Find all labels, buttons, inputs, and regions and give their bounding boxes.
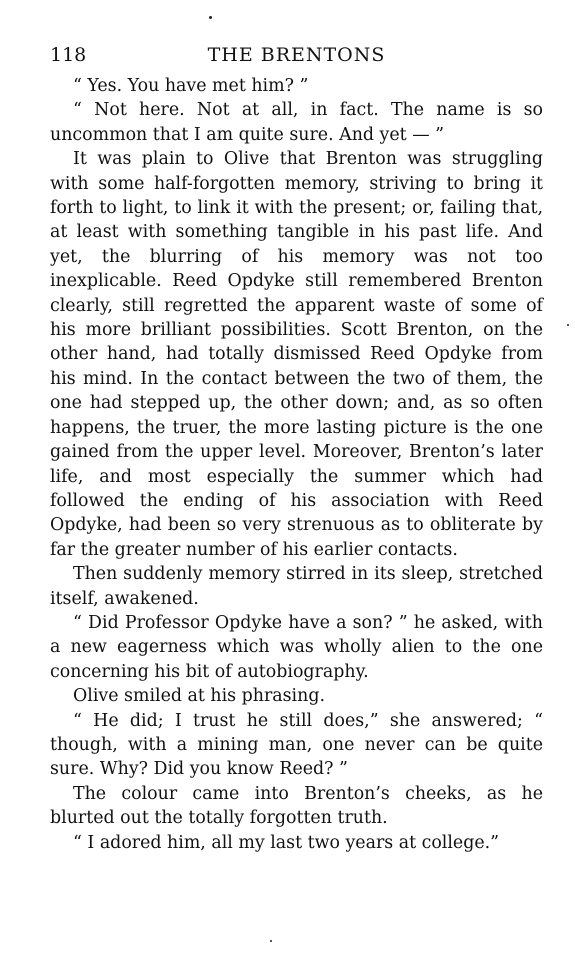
body-text [50,74,543,855]
print-speck [270,940,272,942]
paragraph: “ Yes. You have met him? ” [73,76,309,96]
print-speck [209,16,212,19]
print-speck [567,324,569,326]
running-head [50,40,543,70]
paragraph: The colour came into Brenton’s cheeks, as he blurted out the totally forgotten truth. [50,783,543,829]
paragraph: “ Did Professor Opdyke have a son? ” he asked, with a new eagerness which was wholly alien to the one concerning his bit of autobiography. [50,612,543,682]
paragraph: “ Not here. Not at all, in fact. The name is so uncommon that I am quite sure. And yet — ” [50,100,543,145]
paragraph: “ I adored him, all my last two years at college.” [73,832,500,853]
paragraph: Olive smiled at his phrasing. [73,686,325,707]
paragraph: Then suddenly memory stirred in its sleep, stretched itself, awakened. [50,564,543,609]
page-content [50,40,543,855]
page-number: 118 [50,44,87,66]
running-title: THE BRENTONS [207,44,386,66]
paragraph: It was plain to Olive that Brenton was struggling with some half-forgotten memory, striving to bring it forth to light, to link it with the present; or, failing that, at least with something tangible in his past life. And yet, the blurring of his memory was not too inexplicable. Reed Opdyke still remembered Brenton clearly, still regretted the apparent waste of some of his more brilliant possibilities. Scott Brenton, on the other hand, had totally dismissed Reed Opdyke from his mind. In the contact between the two of them, the one had stepped up, the other down; and, as so often happens, the truer, the more lasting picture is the one gained from the upper level. Moreover, Brenton’s later life, and most especially the summer which had followed the ending of his association with Reed Opdyke, had been so very strenuous as to obliterate by far the greater number of his earlier contacts. [50,149,543,560]
paragraph: “ He did; I trust he still does,” she answered; “ though, with a mining man, one never can be quite sure. Why? Did you know Reed? ” [50,710,543,780]
